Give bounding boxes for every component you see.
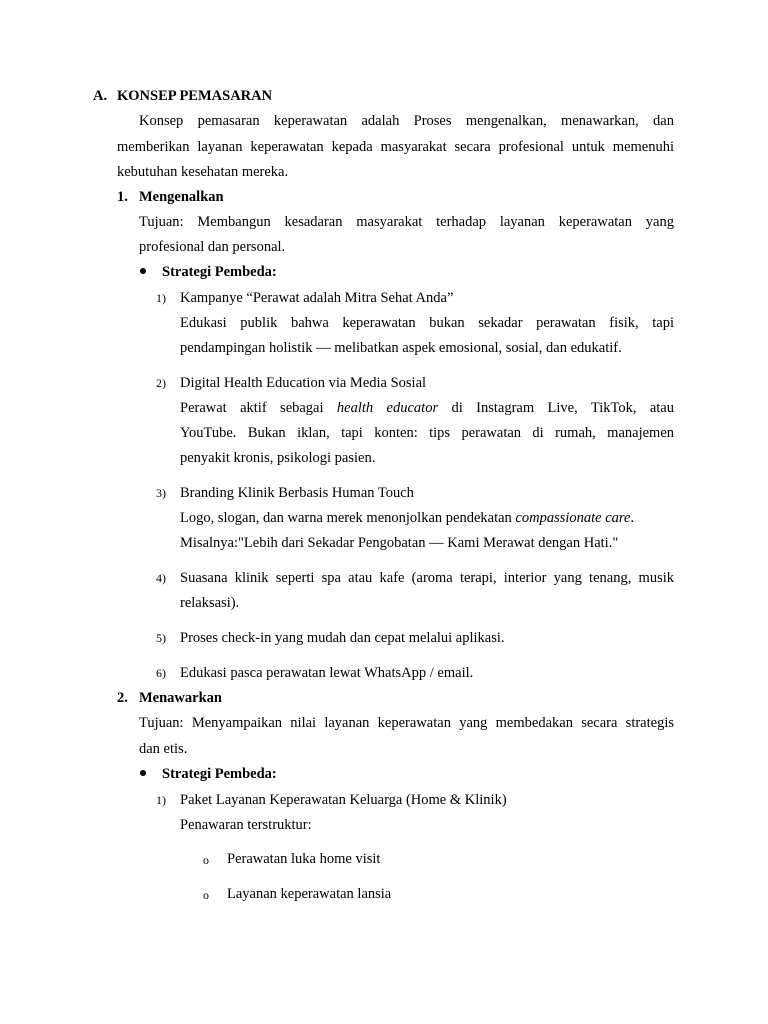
- item-number: 3): [156, 486, 166, 500]
- emphasis-text: health educator: [336, 400, 439, 416]
- section-title: KONSEP PEMASARAN: [117, 88, 273, 104]
- item-number: 4): [156, 571, 166, 585]
- item-title: Branding Klinik Berbasis Human Touch: [180, 485, 414, 501]
- item-title: Paket Layanan Keperawatan Keluarga (Home & Klinik): [180, 792, 507, 808]
- part1-heading: Mengenalkan: [139, 189, 224, 205]
- item-text-line: pendampingan holistik — melibatkan aspek emosional, sosial, dan edukatif.: [180, 340, 622, 356]
- item-text-line: Misalnya:"Lebih dari Sekadar Pengobatan — Kami Merawat dengan Hati.": [180, 535, 619, 551]
- section-marker: A.: [93, 88, 108, 104]
- emphasis-text: compassionate care: [515, 510, 631, 526]
- item-text-line: Perawat aktif sebagai health educator di Instagram Live, TikTok, atau: [180, 400, 674, 416]
- circle-bullet-icon: o: [203, 888, 209, 902]
- sub-list-item: Perawatan luka home visit: [227, 851, 381, 867]
- item-title: Digital Health Education via Media Sosial: [180, 375, 427, 391]
- part1-goal-line-2: profesional dan personal.: [139, 239, 286, 255]
- part2-strategy-label: Strategi Pembeda:: [162, 766, 277, 782]
- item-text-line: relaksasi).: [180, 595, 240, 611]
- part2-goal-line-1: Tujuan: Menyampaikan nilai layanan keperawatan yang membedakan secara strategis: [139, 715, 674, 731]
- item-number: 1): [156, 793, 166, 807]
- part1-goal-line-1: Tujuan: Membangun kesadaran masyarakat terhadap layanan keperawatan yang: [139, 214, 674, 230]
- item-number: 2): [156, 376, 166, 390]
- sub-list-item: Layanan keperawatan lansia: [227, 886, 392, 902]
- item-text-line: Edukasi pasca perawatan lewat WhatsApp / email.: [180, 665, 474, 681]
- item-text-line: Logo, slogan, dan warna merek menonjolkan pendekatan compassionate care.: [180, 510, 635, 526]
- item-number: 1): [156, 291, 166, 305]
- item-text-line: Suasana klinik seperti spa atau kafe (aroma terapi, interior yang tenang, musik: [180, 570, 674, 586]
- item-text-line: YouTube. Bukan iklan, tapi konten: tips perawatan di rumah, manajemen: [180, 425, 674, 441]
- item-title: Kampanye “Perawat adalah Mitra Sehat Anda”: [180, 290, 454, 306]
- intro-line-2: memberikan layanan keperawatan kepada masyarakat secara profesional untuk memenuhi: [117, 139, 674, 155]
- item-text-line: Proses check-in yang mudah dan cepat melalui aplikasi.: [180, 630, 505, 646]
- bullet-icon: [140, 268, 146, 274]
- item-subtitle: Penawaran terstruktur:: [180, 817, 312, 833]
- intro-line-1: Konsep pemasaran keperawatan adalah Proses mengenalkan, menawarkan, dan: [139, 113, 674, 129]
- part2-heading: Menawarkan: [139, 690, 222, 706]
- part1-strategy-label: Strategi Pembeda:: [162, 264, 277, 280]
- part2-goal-line-2: dan etis.: [139, 741, 188, 757]
- circle-bullet-icon: o: [203, 853, 209, 867]
- item-number: 5): [156, 631, 166, 645]
- part2-number: 2.: [117, 690, 128, 706]
- bullet-icon: [140, 770, 146, 776]
- part1-number: 1.: [117, 189, 128, 205]
- intro-line-3: kebutuhan kesehatan mereka.: [117, 164, 289, 180]
- item-text-line: Edukasi publik bahwa keperawatan bukan sekadar perawatan fisik, tapi: [180, 315, 674, 331]
- item-number: 6): [156, 666, 166, 680]
- item-text-line: penyakit kronis, psikologi pasien.: [180, 450, 376, 466]
